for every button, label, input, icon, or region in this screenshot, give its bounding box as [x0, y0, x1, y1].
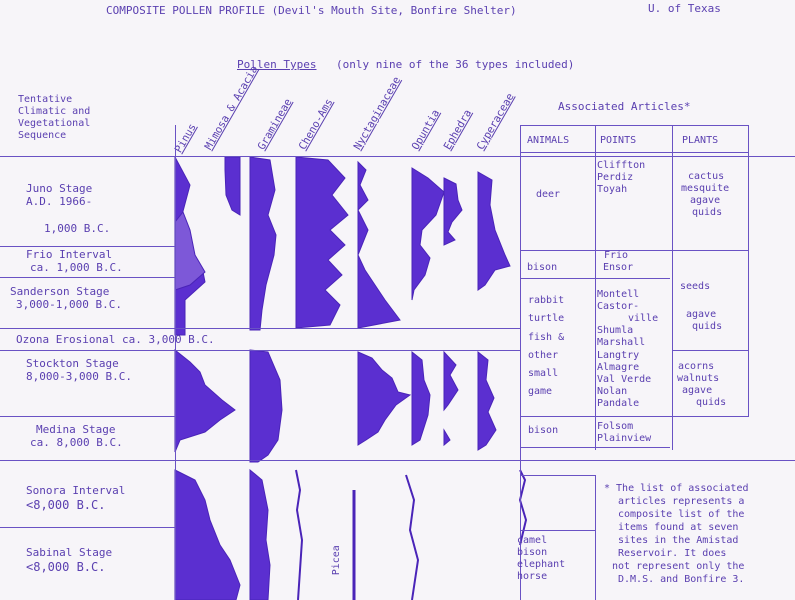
sabinal-stage-date: <8,000 B.C. [26, 560, 106, 574]
sanderson-animal-3: fish & [528, 332, 565, 343]
sanderson-point-2: Castor- [597, 301, 640, 312]
footnote-line-8: D.M.S. and Bonfire 3. [618, 574, 745, 585]
pollen-label-cyperaceae: Cyperaceae [474, 91, 517, 152]
sabinal-animal-3: elephant [517, 559, 566, 570]
juno-plant-4: quids [692, 207, 723, 218]
medina-stage-date: ca. 8,000 B.C. [30, 436, 123, 449]
main-divider [0, 460, 795, 461]
sanderson-stage-name: Sanderson Stage [10, 285, 110, 298]
footnote-line-4: items found at seven [618, 522, 739, 533]
institution-label: U. of Texas [648, 2, 721, 15]
medina-animal: bison [528, 425, 559, 436]
sanderson-animal-5: small [528, 368, 559, 379]
ozona-bottom-rule [0, 350, 520, 351]
frio-animal: bison [527, 262, 558, 273]
articles-subhead-rule [520, 152, 748, 153]
juno-animal: deer [536, 189, 561, 200]
articles-right-border [748, 125, 749, 417]
sabinal-animal-2: bison [517, 547, 548, 558]
stockton-plant-1: acorns [678, 361, 715, 372]
footnote-line-1: * The list of associated [604, 483, 749, 494]
pollen-types-note: (only nine of the 36 types included) [336, 58, 575, 71]
medina-point-1: Folsom [597, 421, 634, 432]
stockton-plant-4: quids [696, 397, 727, 408]
stockton-stage-date: 8,000-3,000 B.C. [26, 370, 132, 383]
pollen-label-gramineae: Gramineae [255, 96, 295, 152]
sabinal-stage-name: Sabinal Stage [26, 546, 113, 559]
pollen-label-pinus: Pinus [172, 121, 199, 155]
stockton-plant-3: agave [682, 385, 713, 396]
lower-profile-edge-1 [406, 475, 418, 600]
sequence-heading-1: Tentative [18, 94, 73, 105]
points-column-header: POINTS [600, 135, 637, 146]
gramineae-curve [250, 157, 282, 600]
footnote-line-2: articles represents a [618, 496, 745, 507]
stockton-plant-2: walnuts [677, 373, 720, 384]
pollen-label-nyctaginaceae: Nyctaginaceae [351, 74, 404, 152]
associated-articles-heading: Associated Articles* [558, 100, 691, 113]
frio-interval-date: ca. 1,000 B.C. [30, 261, 123, 274]
sabinal-animal-1: camel [517, 535, 548, 546]
sanderson-point-10: Pandale [597, 398, 640, 409]
sanderson-plant-3: quids [692, 321, 723, 332]
sabinal-animal-4: horse [517, 571, 548, 582]
ephedra-curve [444, 178, 462, 445]
sanderson-point-6: Langtry [597, 350, 640, 361]
medina-stage-name: Medina Stage [36, 423, 116, 436]
sanderson-point-8: Val Verde [597, 374, 652, 385]
sanderson-plant-1: seeds [680, 281, 711, 292]
sanderson-stage-date: 3,000-1,000 B.C. [16, 298, 122, 311]
footnote-line-3: composite list of the [618, 509, 745, 520]
footnote-line-7: not represent only the [612, 561, 745, 572]
pollen-label-mimosa: Mimosa & Acacia [202, 63, 261, 152]
opuntia-curve [412, 168, 444, 445]
stockton-stage-name: Stockton Stage [26, 357, 119, 370]
juno-point-3: Toyah [597, 184, 628, 195]
cheno-ams-curve [296, 157, 348, 328]
stockton-articles-bottom [520, 416, 748, 417]
header-rule [0, 156, 795, 157]
nyctaginaceae-curve [358, 162, 410, 445]
sanderson-point-4: Shumla [597, 325, 634, 336]
mimosa-curve [225, 157, 240, 215]
frio-point-1: Frio [604, 250, 629, 261]
pollen-label-ephedra: Ephedra [441, 107, 475, 152]
animals-points-border [595, 125, 596, 450]
plants-mid-rule [672, 350, 748, 351]
frio-interval-name: Frio Interval [26, 248, 113, 261]
juno-articles-bottom [520, 250, 748, 251]
footnote-line-5: sites in the Amistad [618, 535, 739, 546]
sonora-articles-top [520, 475, 595, 476]
sanderson-animal-6: game [528, 386, 553, 397]
cyperaceae-curve [478, 172, 510, 450]
juno-stage-date-2: 1,000 B.C. [44, 222, 111, 235]
sanderson-animal-4: other [528, 350, 559, 361]
sanderson-point-5: Marshall [597, 337, 646, 348]
sanderson-animal-1: rabbit [528, 295, 565, 306]
juno-plant-3: agave [690, 195, 721, 206]
lower-profile-edge-2 [296, 470, 302, 600]
plants-column-header: PLANTS [682, 135, 719, 146]
juno-point-1: Cliffton [597, 160, 646, 171]
juno-bottom-rule [0, 246, 175, 247]
footnote-line-6: Reservoir. It does [618, 548, 727, 559]
sonora-interval-name: Sonora Interval [26, 484, 126, 497]
stockton-bottom-rule [0, 416, 175, 417]
sonora-interval-date: <8,000 B.C. [26, 498, 106, 512]
frio-point-2: Ensor [603, 262, 634, 273]
ozona-erosional-label: Ozona Erosional ca. 3,000 B.C. [16, 333, 215, 346]
juno-plant-1: cactus [688, 171, 725, 182]
profile-left-border [175, 125, 176, 600]
pollen-label-opuntia: Opuntia [409, 107, 443, 152]
sequence-heading-4: Sequence [18, 130, 67, 141]
sequence-heading-3: Vegetational [18, 118, 91, 129]
sanderson-plant-2: agave [686, 309, 717, 320]
pollen-types-label: Pollen Types [237, 58, 317, 71]
sanderson-point-9: Nolan [597, 386, 628, 397]
frio-bottom-rule [0, 277, 175, 278]
sanderson-bottom-rule [0, 328, 520, 329]
medina-point-2: Plainview [597, 433, 652, 444]
picea-label: Picea [330, 545, 342, 576]
animals-column-header: ANIMALS [527, 135, 570, 146]
lower-articles-border [595, 475, 596, 600]
sequence-heading-2: Climatic and [18, 106, 91, 117]
points-plants-border [672, 125, 673, 450]
articles-underline [520, 125, 748, 126]
page-title: COMPOSITE POLLEN PROFILE (Devil's Mouth Site, Bonfire Shelter) [106, 4, 517, 17]
articles-left-border [520, 125, 521, 600]
sabinal-articles-top [520, 530, 595, 531]
sanderson-animal-2: turtle [528, 313, 565, 324]
pollen-label-cheno-ams: Cheno-Ams [296, 96, 336, 152]
juno-stage-date-1: A.D. 1966- [26, 195, 93, 208]
sonora-bottom-rule [0, 527, 175, 528]
sanderson-point-1: Montell [597, 289, 640, 300]
juno-plant-2: mesquite [681, 183, 730, 194]
juno-point-2: Perdiz [597, 172, 634, 183]
sanderson-point-7: Almagre [597, 362, 640, 373]
juno-stage-name: Juno Stage [26, 182, 93, 195]
sanderson-point-3: ville [628, 313, 659, 324]
